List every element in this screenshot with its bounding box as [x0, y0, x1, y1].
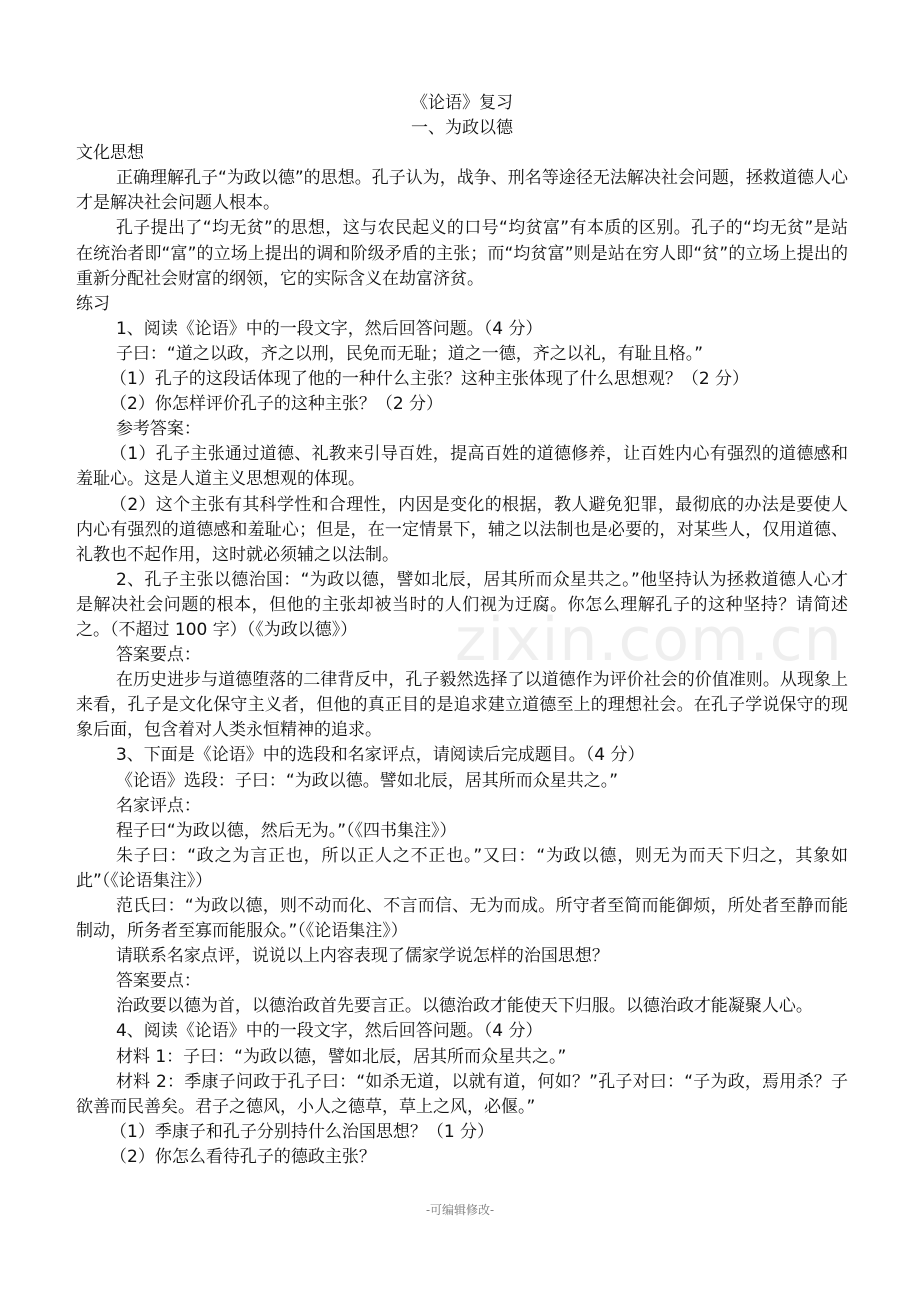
heading-practice: 练习 [76, 293, 110, 314]
question-4-material-2: 材料 2：季康子问政于孔子曰：“如杀无道，以就有道，何如？”孔子对曰：“子为政，焉用杀？子欲善而民善矣。君子之德风，小人之德草，草上之风，必偃。” [76, 1071, 848, 1117]
question-3-excerpt: 《论语》选段：子曰：“为政以德。譬如北辰，居其所而众星共之。” [115, 770, 619, 791]
question-4-sub-1: （1）季康子和孔子分别持什么治国思想？（1 分） [110, 1121, 495, 1142]
question-3-comments-label: 名家评点： [115, 795, 201, 816]
question-4-stem: 4、阅读《论语》中的一段文字，然后回答问题。（4 分） [115, 1021, 543, 1042]
question-1-answer-1: （1）孔子主张通过道德、礼教来引导百姓，提高百姓的道德修养，让百姓内心有强烈的道德感和羞耻心。这是人道主义思想观的体现。 [76, 444, 848, 490]
question-1-quote: 子曰：“道之以政，齐之以刑，民免而无耻；道之一德，齐之以礼，有耻且格。” [115, 343, 704, 364]
question-3-comment-zhu: 朱子曰：“政之为言正也，所以正人之不正也。”又曰：“为政以德，则无为而天下归之，其象如此”（《论语集注》） [76, 845, 848, 891]
document-body [76, 91, 848, 1170]
question-1-stem: 1、阅读《论语》中的一段文字，然后回答问题。（4 分） [115, 318, 543, 339]
question-3-comment-cheng: 程子曰“为政以德，然后无为。”（《四书集注》） [115, 820, 457, 841]
culture-paragraph-1: 正确理解孔子“为政以德”的思想。孔子认为，战争、刑名等途径无法解决社会问题，拯救道德人心才是解决社会问题人根本。 [76, 168, 848, 214]
section-title: 一、为政以德 [411, 118, 513, 139]
watermark: zixin.com.cn [455, 605, 843, 675]
question-3-answer: 治政要以德为首，以德治政首先要言正。以德治政才能使天下归服。以德治政才能凝聚人心。 [115, 996, 813, 1017]
question-3-comment-fan: 范氏曰：“为政以德，则不动而化、不言而信、无为而成。所守者至简而能御烦，所处者至静而能制动，所务者至寡而能服众。”（《论语集注》） [76, 896, 848, 942]
question-2-stem: 2、孔子主张以德治国：“为政以德，譬如北辰，居其所而众星共之。”他坚持认为拯救道德人心才是解决社会问题的根本，但他的主张却被当时的人们视为迂腐。你怎么理解孔子的这种坚持？请简述之。（不超过 100 字）（《为政以德》） [76, 569, 848, 640]
culture-paragraph-2: 孔子提出了“均无贫”的思想，这与农民起义的口号“均贫富”有本质的区别。孔子的“均无贫”是站在统治者即“富”的立场上提出的调和阶级矛盾的主张；而“均贫富”则是站在穷人即“贫”的立场上提出的重新分配社会财富的纲领，它的实际含义在劫富济贫。 [76, 218, 848, 289]
question-1-answer-label: 参考答案： [115, 419, 201, 440]
document-title: 《论语》复习 [411, 93, 513, 113]
question-2-answer-label: 答案要点： [115, 645, 201, 666]
question-1-sub-2: （2）你怎样评价孔子的这种主张？（2 分） [110, 394, 444, 415]
question-1-sub-1: （1）孔子的这段话体现了他的一种什么主张？这种主张体现了什么思想观？（2 分） [110, 369, 750, 390]
question-3-question: 请联系名家点评，说说以上内容表现了儒家学说怎样的治国思想？ [115, 946, 609, 967]
heading-culture: 文化思想 [76, 143, 144, 164]
page-footer: -可编辑修改- [425, 1203, 495, 1217]
question-3-answer-label: 答案要点： [115, 971, 201, 992]
question-3-stem: 3、下面是《论语》中的选段和名家评点，请阅读后完成题目。（4 分） [115, 745, 645, 766]
question-2-answer: 在历史进步与道德堕落的二律背反中，孔子毅然选择了以道德作为评价社会的价值准则。从现象上来看，孔子是文化保守主义者，但他的真正目的是追求建立道德至上的理想社会。在孔子学说保守的现象后面，包含着对人类永恒精神的追求。 [76, 670, 848, 741]
question-1-answer-2: （2）这个主张有其科学性和合理性，内因是变化的根据，教人避免犯罪，最彻底的办法是要使人内心有强烈的道德感和羞耻心；但是，在一定情景下，辅之以法制也是必要的，对某些人，仅用道德、礼教也不起作用，这时就必须辅之以法制。 [76, 494, 848, 565]
question-4-material-1: 材料 1：子曰：“为政以德，譬如北辰，居其所而众星共之。” [115, 1046, 567, 1067]
question-4-sub-2: （2）你怎么看待孔子的德政主张？ [110, 1146, 376, 1167]
